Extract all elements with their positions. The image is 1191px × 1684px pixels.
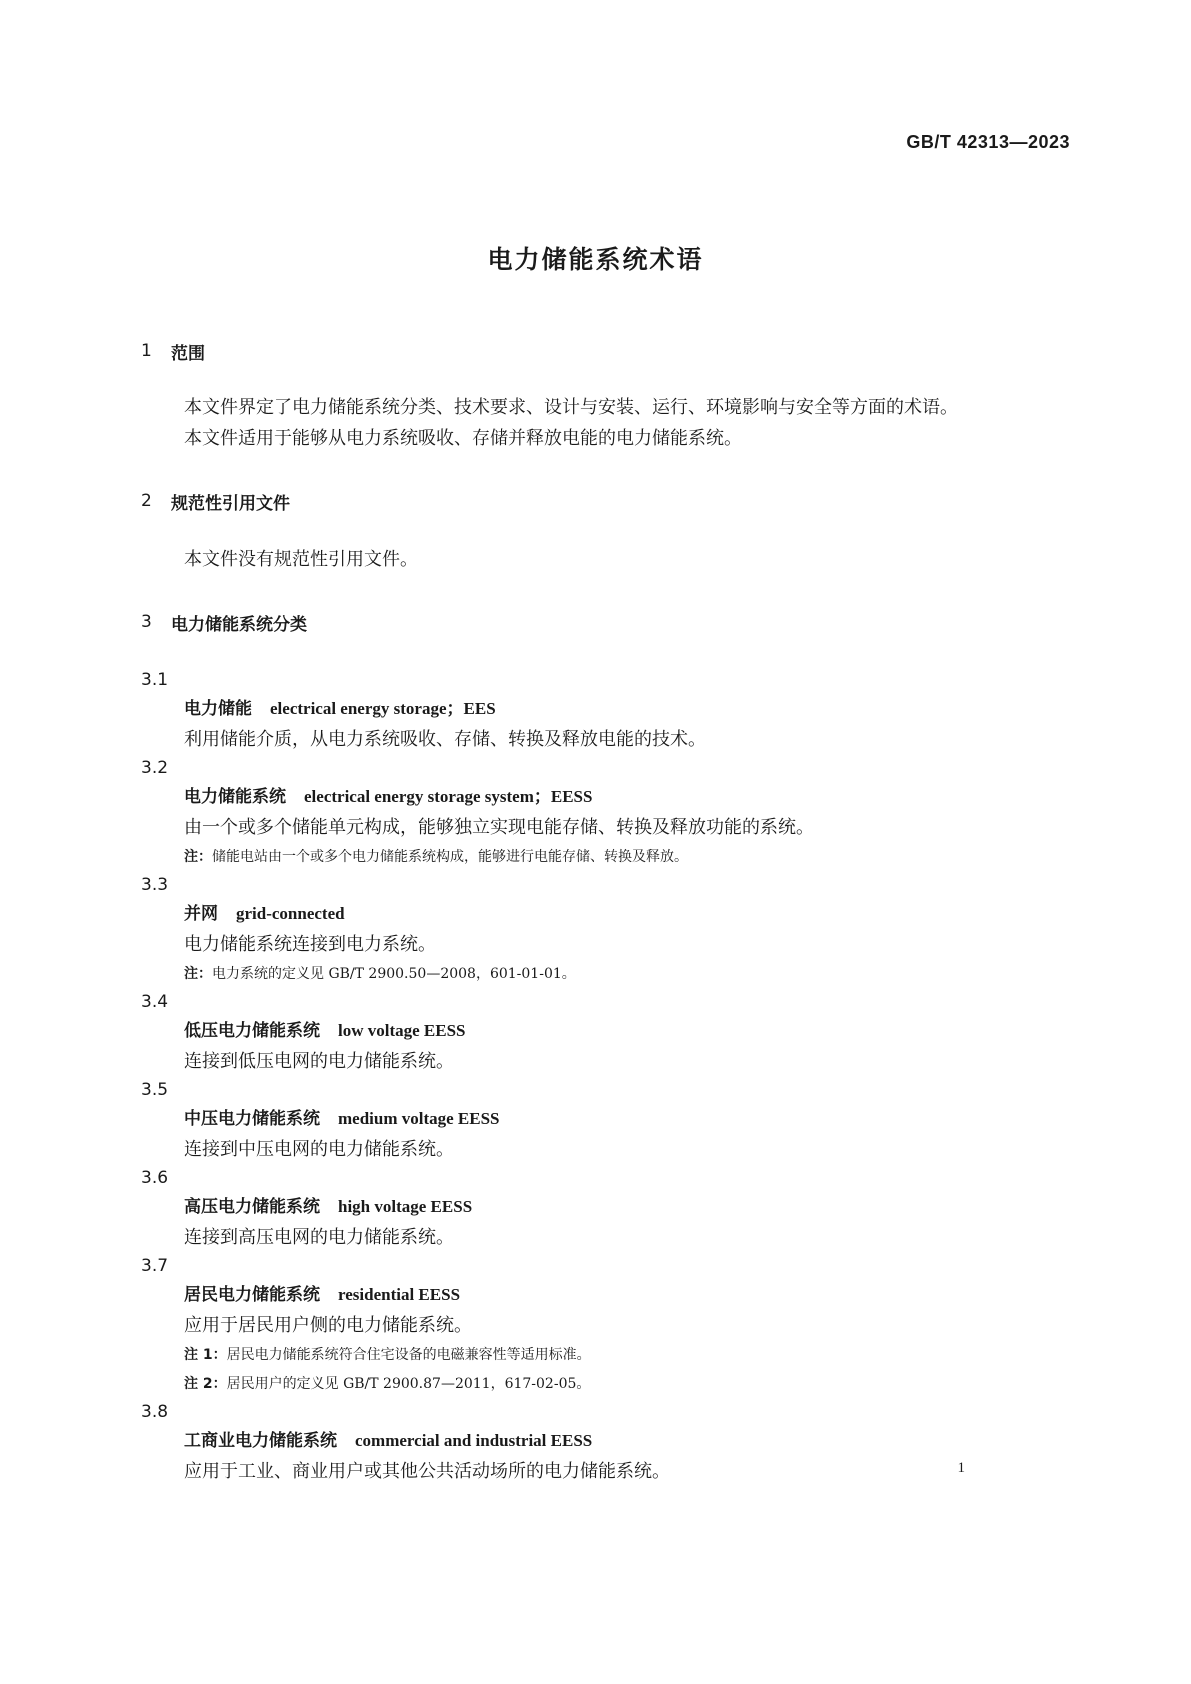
note-text: 居民电力储能系统符合住宅设备的电磁兼容性等适用标准。 [226,1347,591,1363]
term-note [141,1341,1081,1370]
term-english: commercial and industrial EESS [355,1431,593,1450]
paragraph: 本文件没有规范性引用文件。 [184,549,418,570]
note-label: 注 2： [184,1376,227,1392]
term-english: low voltage EESS [338,1021,466,1040]
page-number: 1 [957,1460,965,1476]
term-entry [141,989,1081,1077]
document-title: 电力储能系统术语 [487,245,704,274]
term-heading [141,781,1081,812]
term-heading [141,1191,1081,1222]
term-heading [141,693,1081,724]
section-title: 规范性引用文件 [171,493,290,514]
term-entry [141,872,1081,989]
paragraph: 本文件适用于能够从电力系统吸收、存储并释放电能的电力储能系统。 [184,428,742,449]
term-english: electrical energy storage system；EESS [304,787,593,806]
section-heading-3 [141,609,1081,635]
section-number: 2 [141,491,152,511]
term-number: 3.1 [141,670,169,690]
term-entry [141,1399,1081,1487]
note-label: 注 1： [184,1347,227,1363]
term-heading [141,898,1081,929]
term-chinese: 中压电力储能系统 [184,1109,320,1129]
term-definition: 利用储能介质，从电力系统吸收、存储、转换及释放电能的技术。 [184,729,706,750]
note-label: 注： [184,966,212,982]
term-chinese: 居民电力储能系统 [184,1285,320,1305]
note-text: 居民用户的定义见 GB/T 2900.87—2011，617-02-05。 [226,1376,591,1392]
term-chinese: 工商业电力储能系统 [184,1431,337,1451]
note-label: 注： [184,849,212,865]
section-title: 电力储能系统分类 [171,614,307,635]
term-english: medium voltage EESS [338,1109,500,1128]
document-body [141,338,1081,1487]
term-note [141,1370,1081,1399]
term-entry [141,1165,1081,1253]
term-heading [141,1425,1081,1456]
term-heading [141,1103,1081,1134]
section-number: 3 [141,612,152,632]
section-heading-1 [141,338,1081,364]
term-english: grid-connected [236,904,345,923]
term-definition: 应用于工业、商业用户或其他公共活动场所的电力储能系统。 [184,1461,670,1482]
term-chinese: 并网 [184,904,218,924]
term-number: 3.5 [141,1080,169,1100]
term-number: 3.6 [141,1168,169,1188]
term-definition: 连接到高压电网的电力储能系统。 [184,1227,454,1248]
term-heading [141,1279,1081,1310]
term-number: 3.4 [141,992,169,1012]
term-chinese: 低压电力储能系统 [184,1021,320,1041]
term-entry [141,755,1081,872]
note-text: 储能电站由一个或多个电力储能系统构成，能够进行电能存储、转换及释放。 [212,849,688,865]
term-number: 3.7 [141,1256,169,1276]
term-number: 3.3 [141,875,169,895]
term-entry [141,1077,1081,1165]
term-definition: 连接到低压电网的电力储能系统。 [184,1051,454,1072]
term-chinese: 电力储能 [184,699,252,719]
term-definition: 连接到中压电网的电力储能系统。 [184,1139,454,1160]
term-note [141,843,1081,872]
section-heading-2 [141,488,1081,514]
term-english: high voltage EESS [338,1197,473,1216]
section-title: 范围 [171,343,205,364]
term-chinese: 电力储能系统 [184,787,286,807]
term-definition: 电力储能系统连接到电力系统。 [184,934,436,955]
standard-code: GB/T 42313—2023 [906,132,1070,152]
term-english: electrical energy storage；EES [270,699,496,718]
note-text: 电力系统的定义见 GB/T 2900.50—2008，601-01-01。 [212,966,576,982]
paragraph: 本文件界定了电力储能系统分类、技术要求、设计与安装、运行、环境影响与安全等方面的术语。 [184,397,958,418]
term-definition: 应用于居民用户侧的电力储能系统。 [184,1315,472,1336]
terms-list [141,667,1081,1487]
term-number: 3.8 [141,1402,169,1422]
term-english: residential EESS [338,1285,461,1304]
section-number: 1 [141,341,152,361]
term-entry [141,667,1081,755]
term-heading [141,1015,1081,1046]
term-number: 3.2 [141,758,169,778]
term-definition: 由一个或多个储能单元构成，能够独立实现电能存储、转换及释放功能的系统。 [184,817,814,838]
term-chinese: 高压电力储能系统 [184,1197,320,1217]
term-entry [141,1253,1081,1399]
term-note [141,960,1081,989]
